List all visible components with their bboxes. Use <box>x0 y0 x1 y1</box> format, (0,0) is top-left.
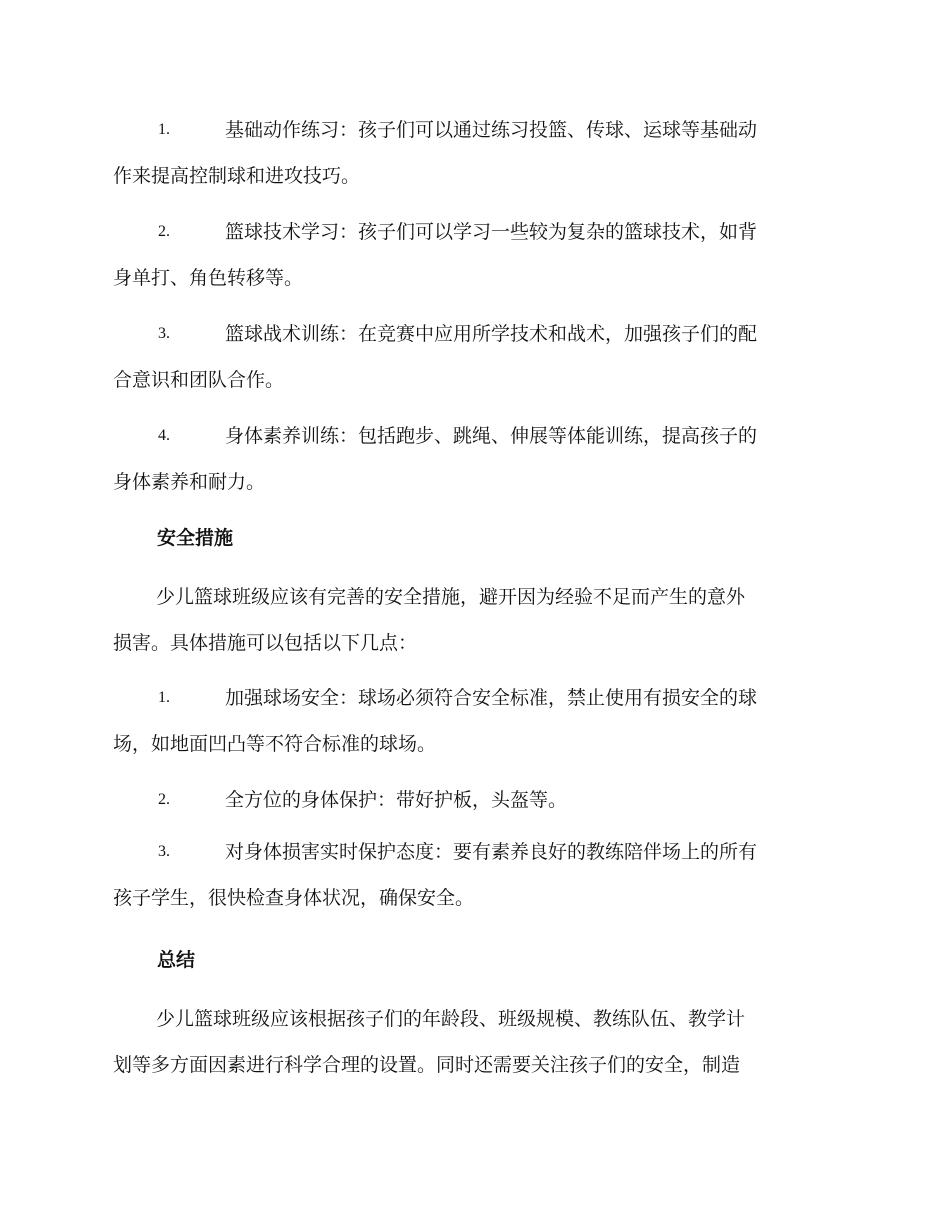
list-number: 1. <box>158 689 170 706</box>
list-number: 3. <box>158 843 170 860</box>
list-item-text-continued: 身体素养和耐力。 <box>113 471 266 493</box>
section-heading-summary: 总结 <box>157 949 196 971</box>
list-item-text-continued: 合意识和团队合作。 <box>113 369 285 391</box>
section-heading-safety: 安全措施 <box>157 527 234 549</box>
list-number: 2. <box>158 791 170 808</box>
list-item <box>113 829 833 921</box>
list-item <box>113 107 833 199</box>
list-item-text-continued: 场，如地面凹凸等不符合标准的球场。 <box>113 733 437 755</box>
list-item-text-continued: 身单打、角色转移等。 <box>113 267 304 289</box>
list-item <box>113 413 833 505</box>
list-item-text: 全方位的身体保护：带好护板，头盔等。 <box>225 789 568 811</box>
list-item <box>113 675 833 767</box>
safety-intro-paragraph <box>113 574 843 666</box>
list-item-text: 身体素养训练：包括跑步、跳绳、伸展等体能训练，提高孩子的 <box>225 425 758 447</box>
summary-paragraph <box>113 996 843 1088</box>
list-number: 3. <box>158 325 170 342</box>
paragraph-text: 少儿篮球班级应该根据孩子们的年龄段、班级规模、教练队伍、教学计 <box>156 1008 746 1030</box>
list-number: 1. <box>158 121 170 138</box>
paragraph-text-continued: 损害。具体措施可以包括以下几点： <box>113 632 418 654</box>
list-item <box>113 209 833 301</box>
list-item <box>113 311 833 403</box>
list-item-text-continued: 作来提高控制球和进攻技巧。 <box>113 165 361 187</box>
list-item-text: 基础动作练习：孩子们可以通过练习投篮、传球、运球等基础动 <box>225 119 758 141</box>
list-item-text: 加强球场安全：球场必须符合安全标准，禁止使用有损安全的球 <box>225 687 758 709</box>
list-item-text: 篮球技术学习：孩子们可以学习一些较为复杂的篮球技术，如背 <box>225 221 758 243</box>
list-item-text: 篮球战术训练：在竞赛中应用所学技术和战术，加强孩子们的配 <box>225 323 758 345</box>
list-number: 4. <box>158 427 170 444</box>
paragraph-text: 少儿篮球班级应该有完善的安全措施，避开因为经验不足而产生的意外 <box>156 586 746 608</box>
list-number: 2. <box>158 223 170 240</box>
paragraph-text-continued: 划等多方面因素进行科学合理的设置。同时还需要关注孩子们的安全，制造 <box>113 1054 741 1076</box>
list-item-text-continued: 孩子学生，很快检查身体状况，确保安全。 <box>113 887 475 909</box>
list-item-text: 对身体损害实时保护态度：要有素养良好的教练陪伴场上的所有 <box>225 841 758 863</box>
list-item <box>113 777 833 823</box>
